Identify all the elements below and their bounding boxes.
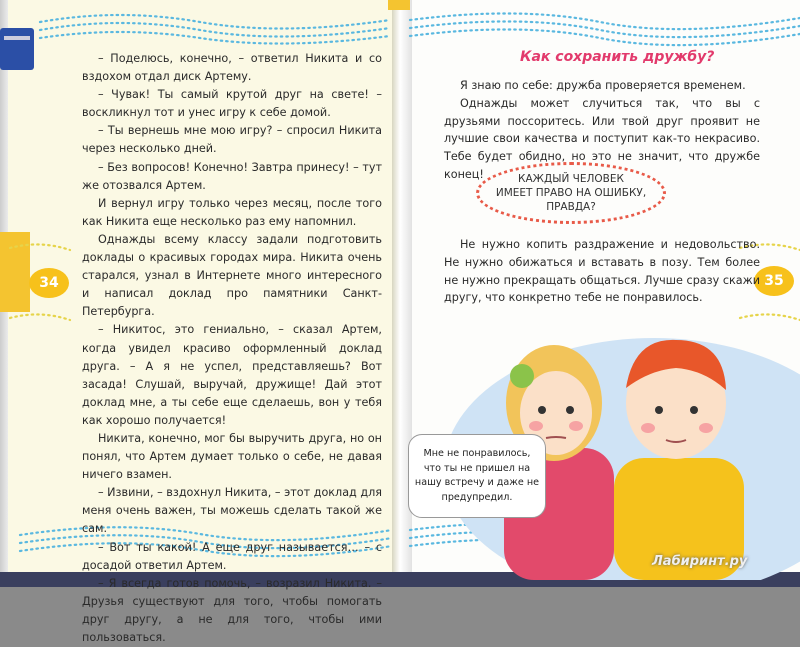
paragraph: – Ты вернешь мне мою игру? – спросил Никита через несколько дней. — [82, 124, 382, 156]
callout-oval — [476, 162, 666, 224]
paragraph: Никита, конечно, мог бы выручить друга, но он понял, что Артем думает только о себе, не давая ничего взамен. — [82, 431, 382, 482]
left-page-text — [82, 50, 382, 647]
speech-line: Мне не понравилось, — [423, 448, 531, 459]
paragraph: – Чувак! Ты самый крутой друг на свете! – воскликнул тот и унес игру к себе домой. — [82, 88, 382, 120]
paragraph: Однажды всему классу задали подготовить доклады о красивых городах мира. Никита очень старался, узнал в Интернете много интересного и написал доклад про памятники Санкт-Петербурга. — [82, 232, 382, 319]
paragraph: – Без вопросов! Конечно! Завтра принесу! – тут же отозвался Артем. — [82, 160, 382, 192]
paragraph: – Вот ты какой! А еще друг называется… – с досадой ответил Артем. — [82, 540, 382, 572]
callout-line: ИМЕЕТ ПРАВО НА ОШИБКУ, — [495, 187, 647, 199]
paragraph: – Я всегда готов помочь, – возразил Никита. – Друзья существуют для того, чтобы помогать друг другу, а не для того, чтобы ими пользоваться. — [82, 576, 382, 644]
paragraph: И вернул игру только через месяц, после того как Никита еще несколько раз ему напомнил. — [82, 196, 382, 228]
paragraph: Я знаю по себе: дружба проверяется временем. — [460, 79, 746, 92]
paragraph: – Никитос, это гениально, – сказал Артем, когда увидел красиво оформленный доклад друга. – А я не успел, представляешь? Вот засада! Слушай, выручай, дружище! Дай этот доклад мне, а ты себе еще сделаешь, вон у тебя как хорошо получается! — [82, 323, 382, 427]
paragraph: – Извини, – вздохнул Никита, – этот доклад для меня очень важен, ты можешь сделать такой же сам. — [82, 486, 382, 536]
callout-line: ПРАВДА? — [546, 201, 596, 213]
speech-bubble — [408, 434, 546, 518]
speech-line: нашу встречу и даже не — [414, 477, 540, 488]
speech-line: предупредил. — [441, 491, 513, 503]
right-page-text-bottom — [444, 236, 760, 307]
section-title: Как сохранить дружбу? — [520, 49, 715, 65]
paragraph: Однажды может случиться так, что вы с друзьями поссоритесь. Или твой друг проявит не лучшие свои качества и поступит как-то некрасиво. Тебе будет обидно, но это не значит, что дружбе конец! — [444, 96, 760, 181]
callout-line: КАЖДЫЙ ЧЕЛОВЕК — [518, 173, 624, 185]
page-number-right: 35 — [754, 266, 794, 296]
watermark: Лабиринт.ру — [652, 554, 748, 569]
page-number-left: 34 — [29, 268, 69, 298]
paragraph: – Поделюсь, конечно, – ответил Никита и со вздохом отдал диск Артему. — [82, 52, 382, 84]
speech-line: что ты не пришел на — [423, 462, 531, 474]
paragraph: Не нужно копить раздражение и недовольство. Не нужно обижаться и вставать в позу. Тем более не нужно прекращать общаться. Лучше сразу скажи другу, что конкретно тебе не понравилось. — [444, 238, 760, 305]
